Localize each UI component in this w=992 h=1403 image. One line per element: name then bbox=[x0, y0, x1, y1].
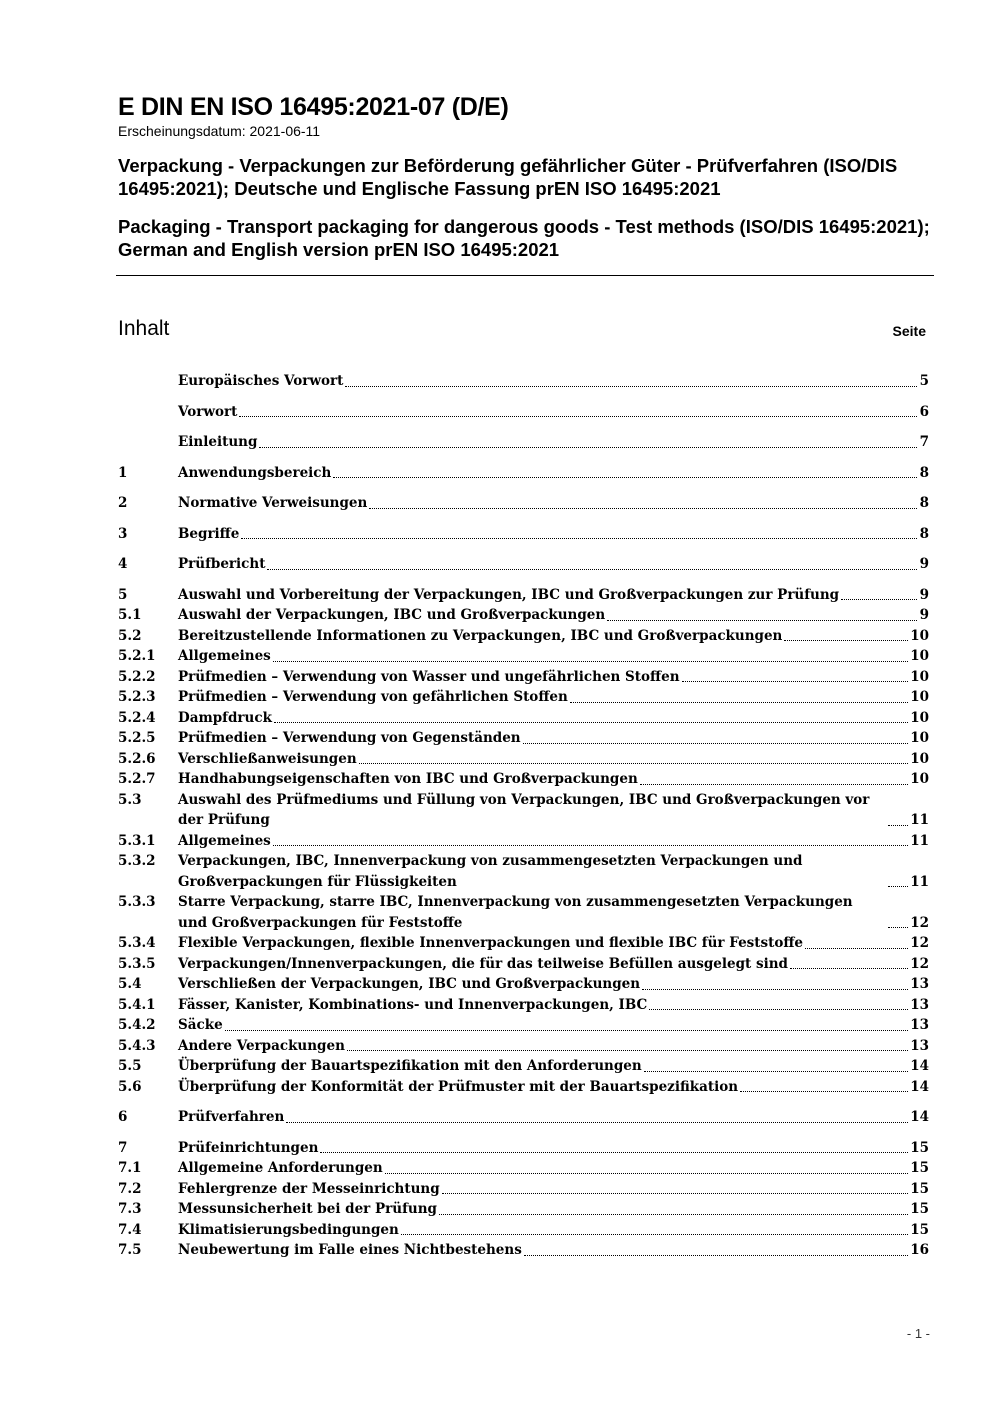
dot-leader bbox=[359, 763, 909, 764]
toc-entry-number: 5.2 bbox=[118, 627, 142, 644]
dot-leader bbox=[805, 948, 908, 949]
dot-leader bbox=[607, 620, 917, 621]
toc-entry-label: Auswahl und Vorbereitung der Verpackungen, IBC und Großverpackungen zur Prüfung bbox=[178, 586, 840, 603]
toc-entry-line bbox=[178, 1179, 929, 1200]
dot-leader bbox=[286, 1122, 908, 1123]
toc-entry-page: 11 bbox=[910, 812, 929, 828]
toc-entry-line bbox=[178, 493, 929, 514]
toc-entry-page: 12 bbox=[910, 935, 929, 951]
toc-entry[interactable] bbox=[118, 646, 929, 667]
dot-leader bbox=[644, 1071, 908, 1072]
toc-entry-number: 5.2.2 bbox=[118, 668, 156, 685]
dot-leader bbox=[640, 784, 908, 785]
toc-entry-label: Starre Verpackung, starre IBC, Innenverpackung von zusammengesetzten Verpackungen und Großverpackungen für Feststoffe bbox=[178, 894, 853, 931]
toc-entry-label: Prüfbericht bbox=[178, 556, 266, 572]
toc-entry-label: Neubewertung im Falle eines Nichtbestehens bbox=[178, 1242, 522, 1258]
toc-entry[interactable] bbox=[118, 371, 929, 392]
toc-entry-line bbox=[178, 749, 929, 770]
toc-entry-label: Auswahl der Verpackungen, IBC und Großverpackungen bbox=[178, 607, 606, 623]
toc-entry-page: 14 bbox=[910, 1058, 929, 1074]
toc-entry-number: 5.3.2 bbox=[118, 853, 156, 869]
toc-entry-line bbox=[178, 995, 929, 1016]
toc-entry-page: 11 bbox=[910, 832, 929, 849]
toc-entry-number: 7.4 bbox=[118, 1221, 142, 1238]
toc-entry-page: 11 bbox=[910, 873, 929, 890]
toc-entry-number: 5.4.1 bbox=[118, 996, 156, 1013]
title-german: Verpackung - Verpackungen zur Beförderung gefährlicher Güter - Prüfverfahren (ISO/DIS 16495:2021); Deutsche und Englische Fassung prEN ISO 16495:2021 bbox=[118, 155, 898, 199]
toc-entry[interactable] bbox=[118, 402, 929, 423]
toc-entry-line bbox=[178, 432, 929, 453]
toc-entry-line bbox=[178, 1056, 929, 1077]
toc-entry[interactable] bbox=[118, 1077, 929, 1098]
title-english: Packaging - Transport packaging for dangerous goods - Test methods (ISO/DIS 16495:2021); German and English version prEN ISO 16495:2021 bbox=[118, 216, 930, 260]
toc-entry-line bbox=[178, 933, 929, 954]
toc-entry[interactable] bbox=[118, 1158, 929, 1179]
toc-entry[interactable] bbox=[118, 687, 929, 708]
toc-entry-number bbox=[118, 402, 178, 423]
dot-leader bbox=[888, 886, 908, 887]
toc-entry-number: 5.4 bbox=[118, 976, 142, 992]
toc-entry[interactable] bbox=[118, 995, 929, 1016]
toc-entry-label: Verschließen der Verpackungen, IBC und Großverpackungen bbox=[178, 976, 641, 992]
toc-entry-page: 12 bbox=[910, 955, 929, 972]
publication-date: Erscheinungsdatum: 2021-06-11 bbox=[118, 123, 321, 139]
toc-entry-page: 10 bbox=[910, 668, 929, 685]
dot-leader bbox=[347, 1050, 908, 1051]
toc-entry[interactable] bbox=[118, 708, 929, 729]
toc-entry-line bbox=[178, 831, 929, 852]
toc-entry-number: 5.6 bbox=[118, 1078, 142, 1095]
toc-entry-number: 7.5 bbox=[118, 1242, 142, 1258]
toc-entry-label: Allgemeines bbox=[178, 648, 271, 664]
toc-entry-line bbox=[178, 402, 929, 423]
toc-entry-page: 10 bbox=[910, 750, 929, 767]
toc-entry-label: Anwendungsbereich bbox=[178, 464, 332, 481]
toc-entry[interactable] bbox=[118, 749, 929, 770]
toc-entry-label: Handhabungseigenschaften von IBC und Großverpackungen bbox=[178, 771, 638, 787]
toc-title: Inhalt bbox=[118, 317, 170, 340]
toc-page-column-label: Seite bbox=[892, 323, 926, 339]
toc-entry-label: Prüfmedien – Verwendung von Wasser und ungefährlichen Stoffen bbox=[178, 668, 680, 685]
toc-entry-number: 6 bbox=[118, 1109, 128, 1125]
toc-entry-line bbox=[178, 1158, 929, 1179]
toc-entry-label: Europäisches Vorwort bbox=[178, 373, 344, 389]
toc-entry-page: 13 bbox=[910, 1037, 929, 1054]
toc-entry-page: 9 bbox=[919, 607, 929, 623]
dot-leader bbox=[259, 447, 917, 448]
toc-entry-line bbox=[178, 954, 929, 975]
toc-entry[interactable] bbox=[118, 1199, 929, 1220]
toc-entry-line bbox=[178, 371, 929, 392]
toc-entry[interactable] bbox=[118, 851, 929, 892]
dot-leader bbox=[888, 825, 908, 826]
toc-entry[interactable] bbox=[118, 728, 929, 749]
dot-leader bbox=[369, 508, 917, 509]
toc-entry-line bbox=[178, 1036, 929, 1057]
toc-entry-page: 10 bbox=[910, 627, 929, 644]
toc-entry[interactable] bbox=[118, 667, 929, 688]
toc-entry-number: 7.3 bbox=[118, 1201, 142, 1217]
dot-leader bbox=[274, 722, 908, 723]
toc-entry-page: 13 bbox=[910, 976, 929, 992]
toc-entry-label: Allgemeines bbox=[178, 832, 271, 849]
toc-entry-label: Einleitung bbox=[178, 434, 258, 450]
document-title: E DIN EN ISO 16495:2021-07 (D/E) bbox=[118, 93, 509, 121]
toc-entry-line bbox=[178, 769, 929, 790]
toc-entry-line bbox=[178, 1220, 929, 1241]
dot-leader bbox=[642, 989, 908, 990]
toc-entry-page: 9 bbox=[919, 586, 929, 603]
toc-entry-line bbox=[178, 585, 929, 606]
toc-entry-number: 5.4.2 bbox=[118, 1017, 156, 1033]
toc-entry-line bbox=[178, 605, 929, 626]
toc-entry-line bbox=[178, 1138, 929, 1159]
toc-entry[interactable] bbox=[118, 933, 929, 954]
toc-entry-number: 5.3.3 bbox=[118, 894, 156, 910]
toc-entry[interactable] bbox=[118, 1220, 929, 1241]
toc-entry-number: 5.1 bbox=[118, 607, 142, 623]
toc-entry-label: Fässer, Kanister, Kombinations- und Innenverpackungen, IBC bbox=[178, 996, 648, 1013]
dot-leader bbox=[225, 1030, 909, 1031]
toc-entry-line bbox=[178, 463, 929, 484]
toc-entry-line bbox=[178, 524, 929, 545]
toc-entry[interactable] bbox=[118, 1015, 929, 1036]
toc-entry-line bbox=[178, 626, 929, 647]
toc-entry-number bbox=[118, 371, 178, 392]
toc-entry-page: 13 bbox=[910, 1017, 929, 1033]
toc-entry-line bbox=[178, 646, 929, 667]
toc-entry-page: 7 bbox=[919, 434, 929, 450]
toc-entry-number: 5.3.4 bbox=[118, 935, 156, 951]
toc-entry-page: 14 bbox=[910, 1109, 929, 1125]
toc-entry[interactable] bbox=[118, 493, 929, 514]
toc-entry[interactable] bbox=[118, 892, 929, 933]
dot-leader bbox=[239, 416, 917, 417]
toc-entry-label: Verschließanweisungen bbox=[178, 750, 357, 767]
toc-entry-label: Fehlergrenze der Messeinrichtung bbox=[178, 1180, 440, 1197]
dot-leader bbox=[682, 681, 909, 682]
toc-entry-page: 10 bbox=[910, 648, 929, 664]
toc-entry-number: 5.3 bbox=[118, 791, 142, 808]
dot-leader bbox=[439, 1214, 908, 1215]
dot-leader bbox=[273, 661, 908, 662]
dot-leader bbox=[241, 538, 917, 539]
toc-entry-page: 16 bbox=[910, 1242, 929, 1258]
toc-entry-page: 15 bbox=[910, 1180, 929, 1197]
toc-entry[interactable] bbox=[118, 605, 929, 626]
toc-entry[interactable] bbox=[118, 463, 929, 484]
toc-entry[interactable] bbox=[118, 626, 929, 647]
toc-entry-page: 14 bbox=[910, 1078, 929, 1095]
toc-entry[interactable] bbox=[118, 1138, 929, 1159]
toc-entry-page: 12 bbox=[910, 914, 929, 931]
toc-entry-number: 5.3.1 bbox=[118, 832, 156, 849]
toc-entry-page: 15 bbox=[910, 1221, 929, 1238]
toc-entry-page: 10 bbox=[910, 771, 929, 787]
toc-entry[interactable] bbox=[118, 974, 929, 995]
dot-leader bbox=[345, 386, 917, 387]
toc-entry-number: 1 bbox=[118, 464, 128, 481]
toc-entry-label: Klimatisierungsbedingungen bbox=[178, 1221, 399, 1238]
dot-leader bbox=[523, 743, 909, 744]
dot-leader bbox=[888, 927, 908, 928]
toc-entry-number: 5.2.4 bbox=[118, 709, 156, 726]
toc-entry-number: 5.2.3 bbox=[118, 689, 156, 705]
toc-entry-label: Verpackungen/Innenverpackungen, die für das teilweise Befüllen ausgelegt sind bbox=[178, 955, 788, 972]
toc-entry-label: Prüfeinrichtungen bbox=[178, 1139, 319, 1156]
toc-entry-line bbox=[178, 851, 929, 892]
toc-entry-page: 13 bbox=[910, 996, 929, 1013]
toc-entry-number: 7.1 bbox=[118, 1160, 142, 1176]
toc-entry-label: Flexible Verpackungen, flexible Innenverpackungen und flexible IBC für Feststoffe bbox=[178, 935, 804, 951]
toc-entry-number: 5.2.6 bbox=[118, 750, 156, 767]
dot-leader bbox=[442, 1193, 909, 1194]
toc-entry[interactable] bbox=[118, 432, 929, 453]
toc-entry-line bbox=[178, 728, 929, 749]
toc-entry-page: 6 bbox=[919, 403, 929, 420]
toc-entry[interactable] bbox=[118, 1107, 929, 1128]
toc-entry-line bbox=[178, 708, 929, 729]
toc-entry-line bbox=[178, 1107, 929, 1128]
table-of-contents bbox=[118, 371, 929, 1261]
toc-header bbox=[118, 316, 926, 346]
toc-entry[interactable] bbox=[118, 769, 929, 790]
toc-entry-number: 7 bbox=[118, 1139, 128, 1156]
toc-entry-page: 15 bbox=[910, 1160, 929, 1176]
dot-leader bbox=[385, 1173, 909, 1174]
toc-entry-line bbox=[178, 974, 929, 995]
toc-entry-page: 8 bbox=[919, 464, 929, 481]
toc-entry-number: 5.2.5 bbox=[118, 730, 156, 746]
toc-entry-page: 10 bbox=[910, 730, 929, 746]
toc-entry-number: 4 bbox=[118, 556, 128, 572]
toc-entry-line bbox=[178, 1199, 929, 1220]
toc-entry-label: Prüfmedien – Verwendung von gefährlichen Stoffen bbox=[178, 689, 568, 705]
toc-entry[interactable] bbox=[118, 1240, 929, 1261]
dot-leader bbox=[570, 702, 908, 703]
dot-leader bbox=[790, 968, 908, 969]
toc-entry-line bbox=[178, 1077, 929, 1098]
toc-entry-label: Prüfverfahren bbox=[178, 1109, 285, 1125]
toc-entry-line bbox=[178, 687, 929, 708]
toc-entry-number: 5.2.7 bbox=[118, 771, 156, 787]
toc-entry[interactable] bbox=[118, 790, 929, 831]
dot-leader bbox=[524, 1255, 908, 1256]
dot-leader bbox=[320, 1152, 908, 1153]
toc-entry-label: Dampfdruck bbox=[178, 709, 272, 726]
toc-entry-line bbox=[178, 554, 929, 575]
toc-entry-number: 7.2 bbox=[118, 1180, 142, 1197]
toc-entry[interactable] bbox=[118, 1036, 929, 1057]
toc-entry-page: 5 bbox=[919, 373, 929, 389]
toc-entry-line bbox=[178, 1240, 929, 1261]
document-header bbox=[118, 92, 934, 261]
toc-entry-number: 5.5 bbox=[118, 1058, 142, 1074]
toc-entry-page: 8 bbox=[919, 495, 929, 511]
toc-entry-label: Überprüfung der Bauartspezifikation mit den Anforderungen bbox=[178, 1058, 642, 1074]
dot-leader bbox=[273, 845, 908, 846]
toc-entry-page: 15 bbox=[910, 1201, 929, 1217]
dot-leader bbox=[784, 640, 908, 641]
toc-entry-page: 8 bbox=[919, 525, 929, 542]
toc-entry[interactable] bbox=[118, 1179, 929, 1200]
dot-leader bbox=[649, 1009, 908, 1010]
toc-entry-label: Verpackungen, IBC, Innenverpackung von zusammengesetzten Verpackungen und Großverpackungen für Flüssigkeiten bbox=[178, 853, 803, 890]
toc-entry-page: 9 bbox=[919, 556, 929, 572]
toc-entry-label: Säcke bbox=[178, 1017, 223, 1033]
dot-leader bbox=[333, 477, 917, 478]
toc-entry[interactable] bbox=[118, 524, 929, 545]
toc-entry-label: Begriffe bbox=[178, 525, 240, 542]
toc-entry-line bbox=[178, 892, 929, 933]
toc-entry-number: 5 bbox=[118, 586, 128, 603]
toc-entry-page: 15 bbox=[910, 1139, 929, 1156]
toc-entry-line bbox=[178, 1015, 929, 1036]
page-number: - 1 - bbox=[906, 1326, 930, 1341]
toc-entry[interactable] bbox=[118, 585, 929, 606]
toc-entry-line bbox=[178, 667, 929, 688]
toc-entry-line bbox=[178, 790, 929, 831]
dot-leader bbox=[267, 569, 917, 570]
toc-entry-label: Andere Verpackungen bbox=[178, 1037, 345, 1054]
toc-entry-label: Bereitzustellende Informationen zu Verpackungen, IBC und Großverpackungen bbox=[178, 627, 783, 644]
toc-entry-page: 10 bbox=[910, 689, 929, 705]
toc-entry[interactable] bbox=[118, 554, 929, 575]
toc-entry-label: Prüfmedien – Verwendung von Gegenständen bbox=[178, 730, 521, 746]
header-divider bbox=[116, 275, 934, 276]
toc-entry-number bbox=[118, 432, 178, 453]
toc-entry-label: Auswahl des Prüfmediums und Füllung von Verpackungen, IBC und Großverpackungen vor der Prüfung bbox=[178, 791, 870, 828]
dot-leader bbox=[401, 1234, 908, 1235]
dot-leader bbox=[740, 1091, 908, 1092]
toc-entry-label: Vorwort bbox=[178, 403, 238, 420]
toc-entry-label: Normative Verweisungen bbox=[178, 495, 368, 511]
toc-entry[interactable] bbox=[118, 954, 929, 975]
toc-entry-number: 5.2.1 bbox=[118, 648, 156, 664]
toc-entry-number: 5.4.3 bbox=[118, 1037, 156, 1054]
toc-entry-number: 2 bbox=[118, 495, 128, 511]
toc-entry-number: 3 bbox=[118, 525, 128, 542]
toc-entry-page: 10 bbox=[910, 709, 929, 726]
toc-entry-label: Messunsicherheit bei der Prüfung bbox=[178, 1201, 437, 1217]
toc-entry[interactable] bbox=[118, 1056, 929, 1077]
toc-entry-label: Überprüfung der Konformität der Prüfmuster mit der Bauartspezifikation bbox=[178, 1078, 739, 1095]
toc-entry-label: Allgemeine Anforderungen bbox=[178, 1160, 383, 1176]
toc-entry-number: 5.3.5 bbox=[118, 955, 156, 972]
dot-leader bbox=[841, 599, 917, 600]
toc-entry[interactable] bbox=[118, 831, 929, 852]
